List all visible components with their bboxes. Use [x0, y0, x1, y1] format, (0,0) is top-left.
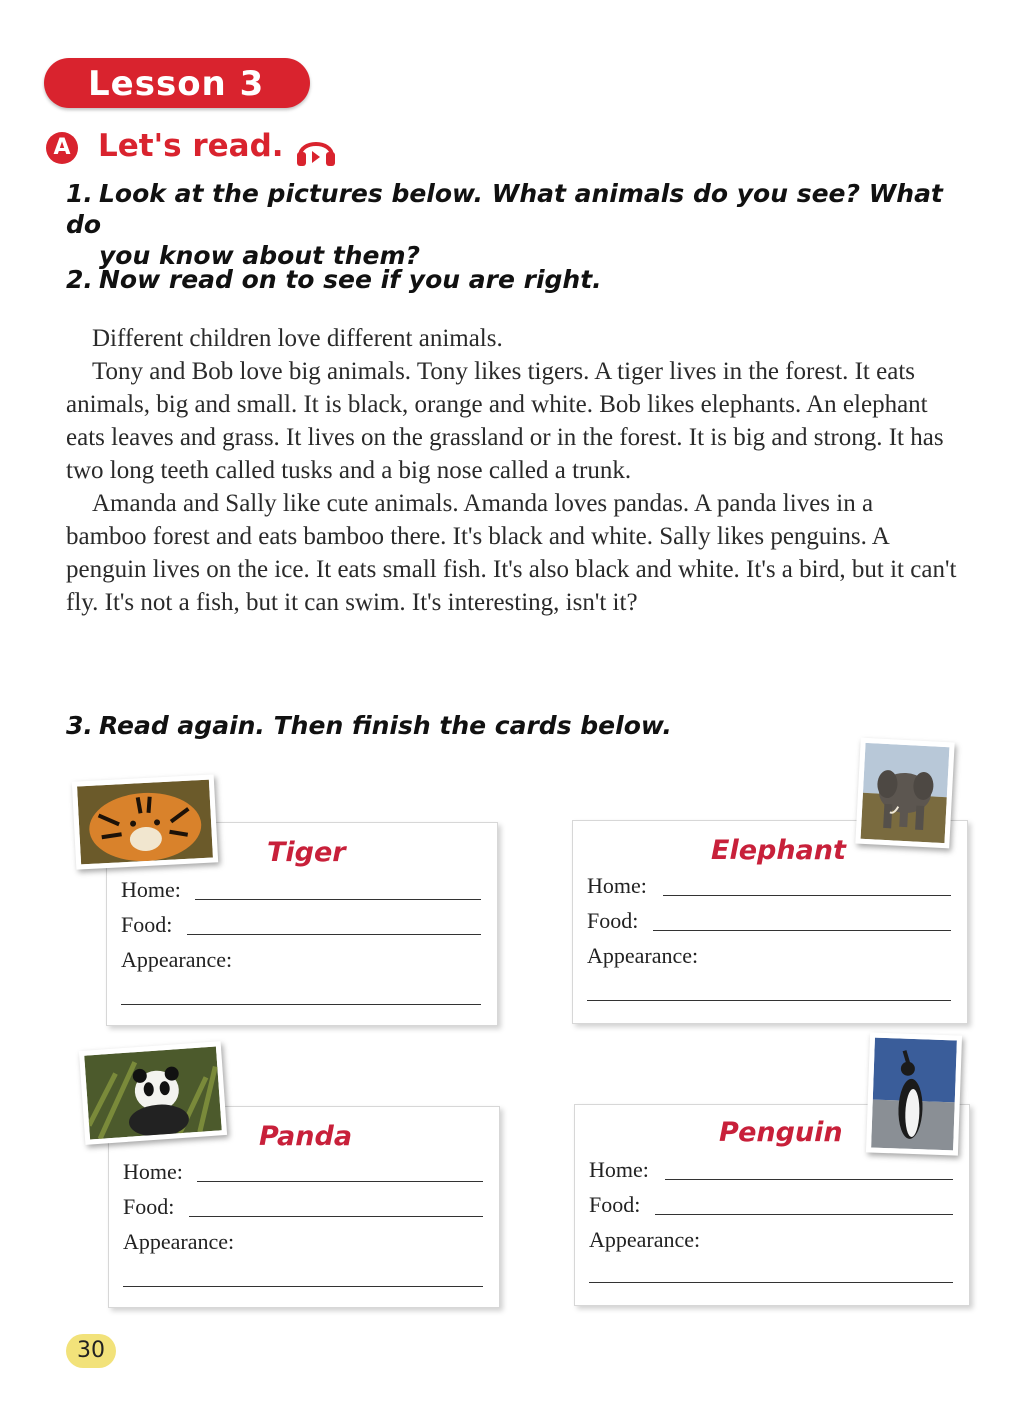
passage-paragraph: Tony and Bob love big animals. Tony likes tigers. A tiger lives in the forest. It eats animals, big and small. It is black, orange and white. Bob likes elephants. An elephant eats leaves and grass. It lives on the grassland or in the forest. It is big and strong. It has two long teeth called tusks and a big nose called a trunk.: [66, 358, 944, 484]
section-badge: A: [46, 132, 78, 164]
food-label: Food:: [121, 912, 173, 937]
elephant-photo: [855, 738, 954, 849]
home-label: Home:: [121, 877, 181, 902]
instruction-3: [66, 710, 966, 741]
page-number: 30: [66, 1334, 116, 1368]
passage-paragraph: Amanda and Sally like cute animals. Amanda loves pandas. A panda lives in a bamboo forest and eats bamboo there. It's black and white. Sally likes penguins. A penguin lives on the ice. It eats small fish. It's also black and white. It's a bird, but it can't fly. It's not a fish, but it can swim. It's interesting, isn't it?: [66, 490, 957, 616]
food-label: Food:: [589, 1192, 641, 1217]
instruction-1: [66, 178, 966, 271]
passage-paragraph: Different children love different animals.: [92, 325, 503, 352]
appearance-label: Appearance:: [587, 943, 699, 968]
instruction-number: 2.: [66, 265, 93, 294]
instruction-text-cont: you know about them?: [99, 241, 421, 270]
home-label: Home:: [123, 1159, 183, 1184]
card-title: Penguin: [719, 1117, 843, 1148]
appearance-answer-line[interactable]: [587, 1000, 951, 1001]
instruction-2: [66, 264, 966, 295]
food-answer-line[interactable]: [187, 934, 481, 935]
home-label: Home:: [587, 873, 647, 898]
lesson-title-pill: [44, 58, 310, 108]
instruction-text: Look at the pictures below. What animals do you see? What do: [66, 179, 943, 239]
section-title: Let's read.: [98, 128, 284, 164]
instruction-text: Now read on to see if you are right.: [99, 265, 602, 294]
panda-photo: [79, 1041, 227, 1145]
appearance-label: Appearance:: [121, 947, 233, 972]
instruction-number: 1.: [66, 179, 93, 208]
appearance-label: Appearance:: [589, 1227, 701, 1252]
penguin-photo: [866, 1032, 962, 1155]
elephant-card: [572, 820, 968, 1024]
food-answer-line[interactable]: [653, 930, 951, 931]
home-answer-line[interactable]: [665, 1179, 953, 1180]
food-answer-line[interactable]: [655, 1214, 953, 1215]
food-label: Food:: [587, 908, 639, 933]
appearance-label: Appearance:: [123, 1229, 235, 1254]
headphones-icon[interactable]: [294, 130, 338, 168]
appearance-answer-line[interactable]: [123, 1286, 483, 1287]
card-title: Elephant: [711, 835, 846, 866]
lesson-title: Lesson 3: [88, 64, 265, 104]
appearance-answer-line[interactable]: [589, 1282, 953, 1283]
food-label: Food:: [123, 1194, 175, 1219]
home-answer-line[interactable]: [195, 899, 481, 900]
tiger-photo: [72, 774, 218, 869]
appearance-answer-line[interactable]: [121, 1004, 481, 1005]
reading-passage: [66, 322, 958, 619]
home-answer-line[interactable]: [663, 895, 951, 896]
instruction-number: 3.: [66, 711, 93, 740]
card-title: Panda: [259, 1121, 353, 1152]
home-answer-line[interactable]: [197, 1181, 483, 1182]
instruction-text: Read again. Then finish the cards below.: [99, 711, 672, 740]
card-title: Tiger: [267, 837, 346, 868]
home-label: Home:: [589, 1157, 649, 1182]
food-answer-line[interactable]: [189, 1216, 483, 1217]
